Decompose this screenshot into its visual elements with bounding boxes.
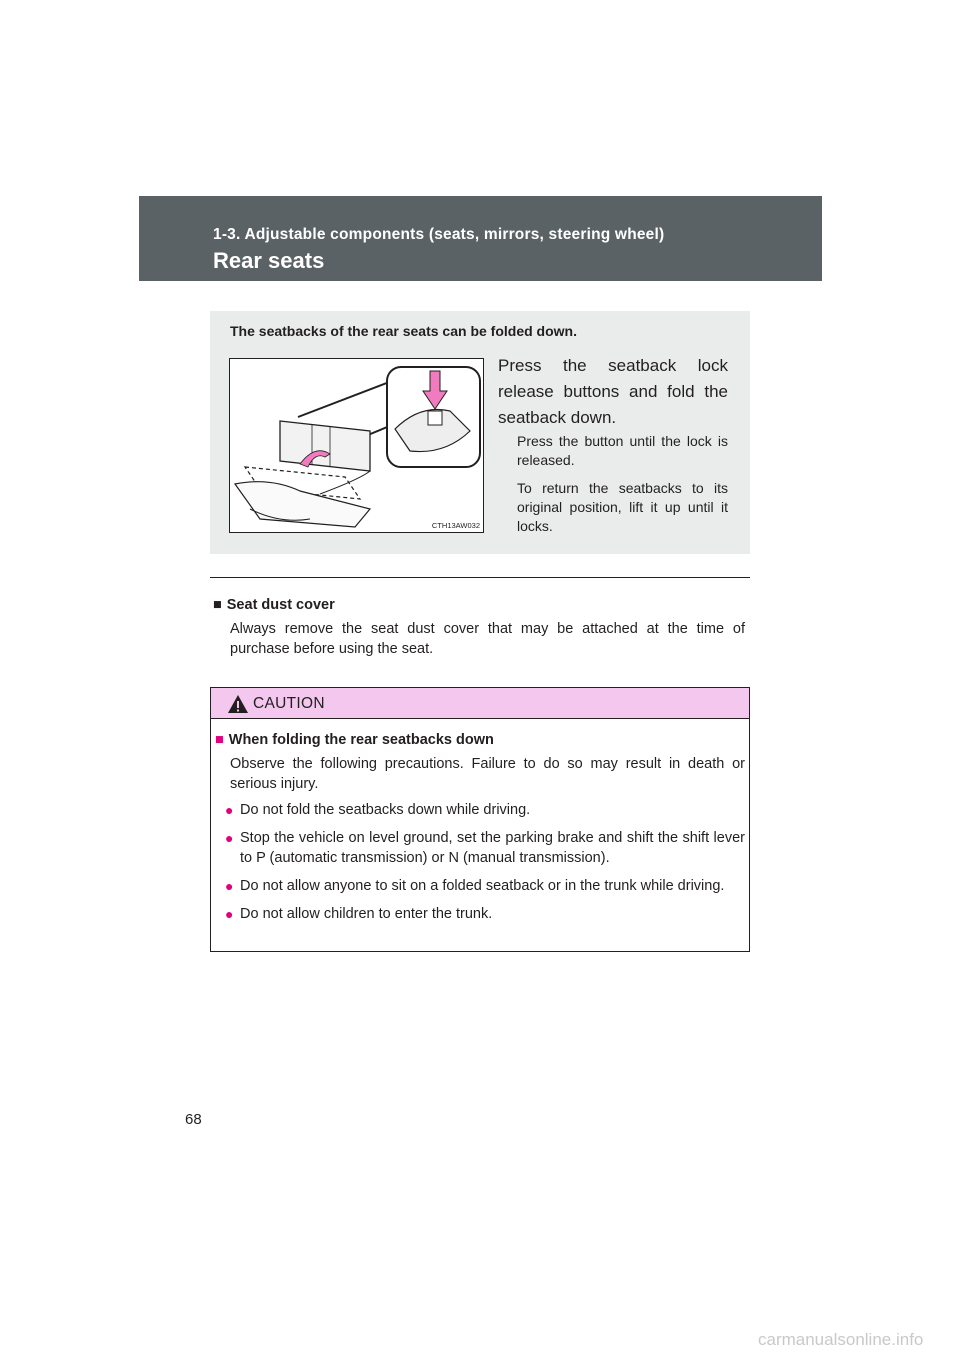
warning-triangle-icon (227, 694, 249, 714)
intro-lead: The seatbacks of the rear seats can be folded down. (230, 323, 577, 339)
section-divider (210, 577, 750, 578)
dot-bullet-icon: ● (225, 906, 234, 922)
section-header-bar (139, 196, 822, 281)
caution-item-text: Stop the vehicle on level ground, set the parking brake and shift the shift lever to P (automatic transmission) or N (manual transmission). (240, 830, 745, 866)
caution-list (225, 800, 745, 932)
caution-subheading (215, 732, 494, 748)
caution-item-text: Do not allow children to enter the trunk. (240, 906, 493, 922)
caution-item (225, 800, 745, 820)
seat-illustration (229, 358, 484, 533)
page-number: 68 (185, 1111, 202, 1128)
caution-item-text: Do not fold the seatbacks down while driving. (240, 802, 531, 818)
illustration-code: CTH13AW032 (431, 521, 480, 530)
step-note: To return the seatbacks to its original position, lift it up until it locks. (517, 480, 728, 534)
info-heading (213, 597, 335, 613)
caution-item-text: Do not allow anyone to sit on a folded seatback or in the trunk while driving. (240, 878, 725, 894)
section-title: 1-3. Adjustable components (seats, mirrors, steering wheel) (213, 226, 665, 243)
step-notes (517, 432, 728, 545)
info-body: Always remove the seat dust cover that may be attached at the time of purchase before using the seat. (230, 621, 745, 657)
site-watermark[interactable]: carmanualsonline.info (758, 1330, 924, 1349)
square-bullet-icon: ■ (213, 597, 222, 613)
caution-header (211, 688, 749, 719)
dot-bullet-icon: ● (225, 878, 234, 894)
caution-title: CAUTION (253, 695, 325, 712)
caution-subheading-text: When folding the rear seatbacks down (228, 732, 494, 748)
step-note: Press the button until the lock is released. (517, 433, 728, 468)
caution-item (225, 876, 745, 896)
intro-panel (210, 311, 750, 554)
caution-item (225, 828, 745, 868)
caution-item (225, 904, 745, 924)
caution-box (210, 687, 750, 952)
square-bullet-icon: ■ (215, 732, 224, 748)
page-title: Rear seats (213, 248, 325, 273)
rear-seat-fold-drawing (230, 359, 483, 532)
dot-bullet-icon: ● (225, 802, 234, 818)
caution-intro: Observe the following precautions. Failure to do so may result in death or serious injury. (230, 756, 745, 792)
step-instruction: Press the seatback lock release buttons and fold the seatback down. (498, 356, 728, 427)
info-heading-text: Seat dust cover (226, 597, 335, 613)
dot-bullet-icon: ● (225, 830, 234, 846)
